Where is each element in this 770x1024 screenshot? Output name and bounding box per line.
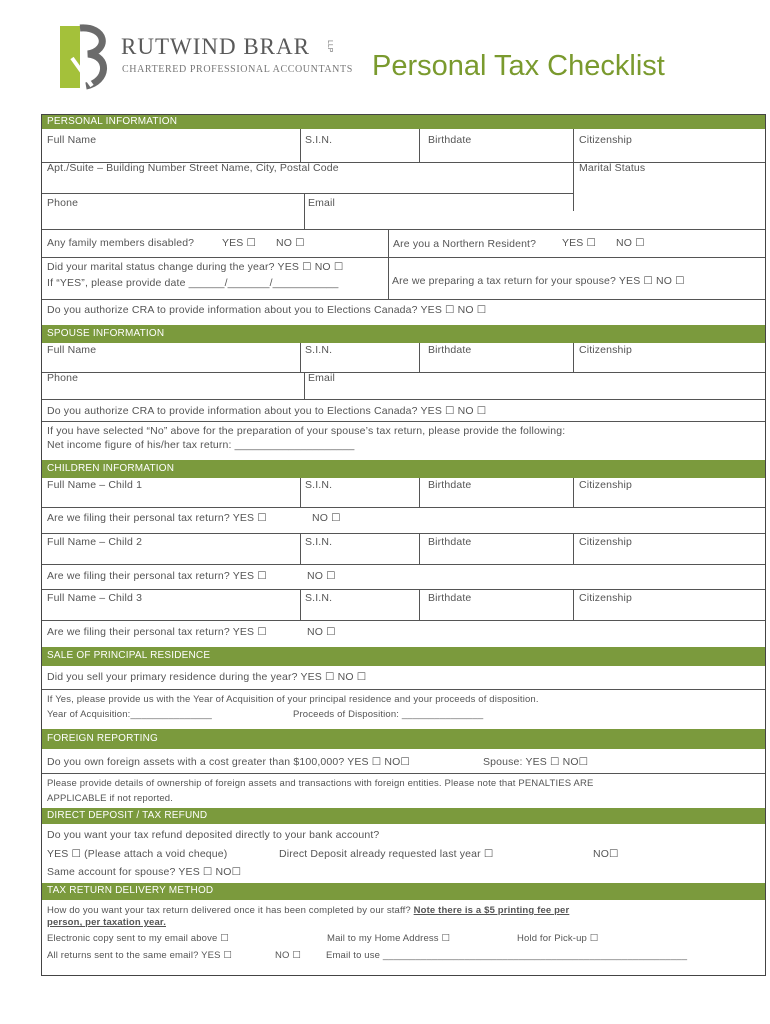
northern-yes-checkbox[interactable]: YES ☐ (562, 237, 597, 249)
spouse-email-field[interactable]: Email (308, 372, 336, 384)
child-2-filing-yes-checkbox[interactable]: Are we filing their personal tax return? YES ☐ (47, 570, 267, 582)
direct-deposit-already-checkbox[interactable]: Direct Deposit already requested last year ☐ (279, 848, 494, 860)
electronic-copy-checkbox[interactable]: Electronic copy sent to my email above ☐ (47, 933, 229, 944)
same-account-spouse-checkbox[interactable]: Same account for spouse? YES ☐ NO☐ (47, 866, 242, 878)
section-header-delivery: TAX RETURN DELIVERY METHOD (42, 883, 765, 900)
personal-full-name-field[interactable]: Full Name (47, 134, 97, 146)
hold-pickup-checkbox[interactable]: Hold for Pick-up ☐ (517, 933, 599, 944)
personal-birthdate-field[interactable]: Birthdate (428, 134, 472, 146)
firm-name: RUTWIND BRAR (121, 34, 310, 59)
disabled-question: Any family members disabled? (47, 237, 195, 249)
spouse-birthdate-field[interactable]: Birthdate (428, 344, 472, 356)
spouse-citizenship-field[interactable]: Citizenship (579, 344, 633, 356)
firm-llp: LLP (326, 40, 333, 53)
personal-email-field[interactable]: Email (308, 197, 336, 209)
section-header-spouse: SPOUSE INFORMATION (42, 325, 765, 343)
spouse-no-selected-note: If you have selected “No” above for the preparation of your spouse’s tax return, please provide the following: (47, 425, 566, 437)
direct-deposit-no-checkbox[interactable]: NO☐ (593, 848, 619, 860)
residence-sold-question[interactable]: Did you sell your primary residence during the year? YES ☐ NO ☐ (47, 671, 367, 683)
delivery-question: How do you want your tax return delivered once it has been completed by our staff? Note there is a $5 printing fee per (47, 905, 570, 916)
northern-no-checkbox[interactable]: NO ☐ (616, 237, 645, 249)
marital-change-question[interactable]: Did your marital status change during the year? YES ☐ NO ☐ (47, 261, 344, 273)
printing-fee-note: Note there is a $5 printing fee per (413, 905, 570, 916)
spouse-full-name-field[interactable]: Full Name (47, 344, 97, 356)
spouse-net-income-field[interactable]: Net income figure of his/her tax return: ____________________ (47, 439, 355, 451)
child-1-filing-no-checkbox[interactable]: NO ☐ (312, 512, 341, 524)
personal-sin-field[interactable]: S.I.N. (305, 134, 333, 146)
foreign-assets-spouse-checkbox[interactable]: Spouse: YES ☐ NO☐ (483, 756, 589, 768)
child-2-sin-field[interactable]: S.I.N. (305, 536, 333, 548)
child-2-filing-no-checkbox[interactable]: NO ☐ (307, 570, 336, 582)
spouse-elections-canada-question[interactable]: Do you authorize CRA to provide information about you to Elections Canada? YES ☐ NO ☐ (47, 405, 487, 417)
foreign-details-note: Please provide details of ownership of foreign assets and transactions with foreign entities. Please note that PENALTIES ARE (47, 778, 594, 789)
section-header-foreign: FOREIGN REPORTING (42, 729, 765, 749)
proceeds-of-disposition-field[interactable]: Proceeds of Disposition: _______________ (293, 709, 484, 720)
same-email-yes-checkbox[interactable]: All returns sent to the same email? YES ☐ (47, 950, 233, 961)
personal-phone-field[interactable]: Phone (47, 197, 79, 209)
mail-home-checkbox[interactable]: Mail to my Home Address ☐ (327, 933, 451, 944)
personal-citizenship-field[interactable]: Citizenship (579, 134, 633, 146)
child-3-citizenship-field[interactable]: Citizenship (579, 592, 633, 604)
section-header-residence: SALE OF PRINCIPAL RESIDENCE (42, 647, 765, 666)
same-email-no-checkbox[interactable]: NO ☐ (275, 950, 302, 961)
printing-fee-note-cont: person, per taxation year. (47, 917, 166, 928)
foreign-assets-question[interactable]: Do you own foreign assets with a cost greater than $100,000? YES ☐ NO☐ (47, 756, 410, 768)
personal-address-field[interactable]: Apt./Suite – Building Number Street Name, City, Postal Code (47, 162, 339, 174)
direct-deposit-question: Do you want your tax refund deposited directly to your bank account? (47, 829, 380, 841)
residence-info-note: If Yes, please provide us with the Year of Acquisition of your principal residence and your proceeds of disposition. (47, 694, 539, 705)
northern-question: Are you a Northern Resident? (393, 238, 537, 250)
child-3-birthdate-field[interactable]: Birthdate (428, 592, 472, 604)
child-3-name-field[interactable]: Full Name – Child 3 (47, 592, 143, 604)
child-1-name-field[interactable]: Full Name – Child 1 (47, 479, 143, 491)
year-of-acquisition-field[interactable]: Year of Acquisition:_______________ (47, 709, 212, 720)
email-to-use-field[interactable]: Email to use ________________________________________________________ (326, 950, 688, 961)
child-1-sin-field[interactable]: S.I.N. (305, 479, 333, 491)
child-1-citizenship-field[interactable]: Citizenship (579, 479, 633, 491)
child-3-filing-no-checkbox[interactable]: NO ☐ (307, 626, 336, 638)
firm-logo-icon (58, 24, 114, 90)
child-2-citizenship-field[interactable]: Citizenship (579, 536, 633, 548)
section-header-deposit: DIRECT DEPOSIT / TAX REFUND (42, 808, 765, 824)
disabled-no-checkbox[interactable]: NO ☐ (276, 237, 305, 249)
personal-marital-status-field[interactable]: Marital Status (579, 162, 646, 174)
foreign-penalties-note: APPLICABLE if not reported. (47, 793, 174, 804)
section-header-children: CHILDREN INFORMATION (42, 460, 765, 478)
spouse-phone-field[interactable]: Phone (47, 372, 79, 384)
disabled-yes-checkbox[interactable]: YES ☐ (222, 237, 257, 249)
firm-subtitle: CHARTERED PROFESSIONAL ACCOUNTANTS (122, 64, 353, 75)
page-title: Personal Tax Checklist (372, 50, 665, 82)
child-3-sin-field[interactable]: S.I.N. (305, 592, 333, 604)
checklist-form (41, 114, 766, 976)
section-header-personal: PERSONAL INFORMATION (42, 115, 765, 129)
spouse-sin-field[interactable]: S.I.N. (305, 344, 333, 356)
spouse-return-question[interactable]: Are we preparing a tax return for your spouse? YES ☐ NO ☐ (392, 275, 685, 287)
child-1-filing-yes-checkbox[interactable]: Are we filing their personal tax return? YES ☐ (47, 512, 267, 524)
child-3-filing-yes-checkbox[interactable]: Are we filing their personal tax return? YES ☐ (47, 626, 267, 638)
marital-change-date-field[interactable]: If “YES”, please provide date ______/_______/___________ (47, 277, 339, 289)
child-2-name-field[interactable]: Full Name – Child 2 (47, 536, 143, 548)
personal-elections-canada-question[interactable]: Do you authorize CRA to provide information about you to Elections Canada? YES ☐ NO ☐ (47, 304, 487, 316)
child-1-birthdate-field[interactable]: Birthdate (428, 479, 472, 491)
direct-deposit-yes-checkbox[interactable]: YES ☐ (Please attach a void cheque) (47, 848, 228, 860)
child-2-birthdate-field[interactable]: Birthdate (428, 536, 472, 548)
